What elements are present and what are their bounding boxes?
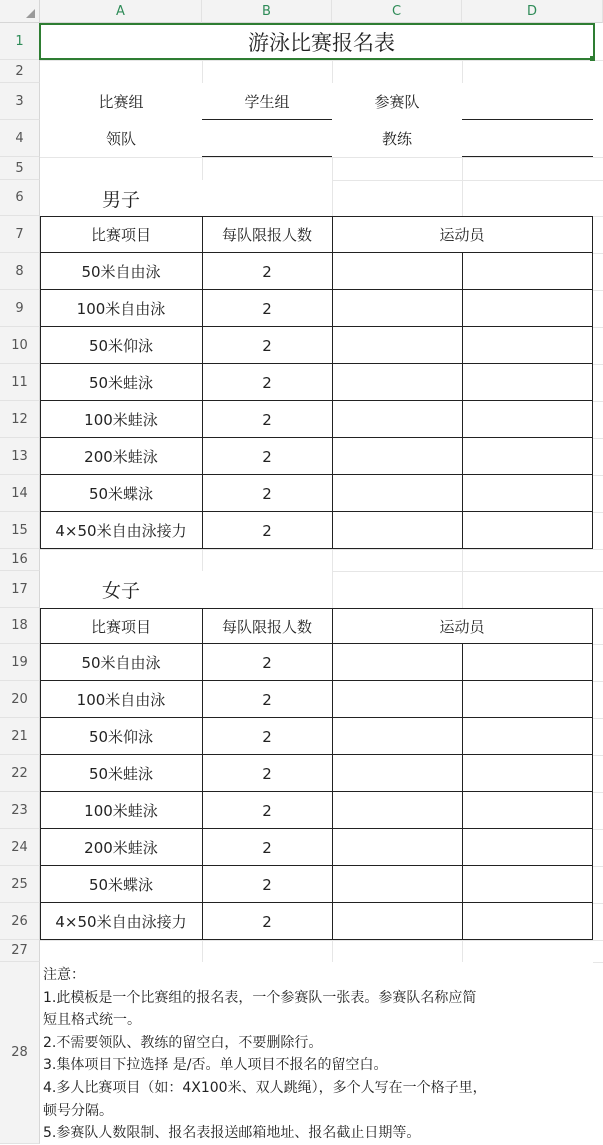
female-header-limit[interactable]: 每队限报人数 bbox=[221, 617, 312, 636]
female-event-limit[interactable]: 2 bbox=[262, 801, 272, 820]
note-line: 3.集体项目下拉选择 是/否。单人项目不报名的留空白。 bbox=[43, 1057, 388, 1074]
table-border bbox=[332, 216, 333, 549]
row-header-17[interactable]: 17 bbox=[0, 571, 40, 608]
male-event-limit[interactable]: 2 bbox=[262, 410, 272, 429]
row-header-22[interactable]: 22 bbox=[0, 755, 40, 792]
female-event-limit[interactable]: 2 bbox=[262, 727, 272, 746]
female-event-name[interactable]: 50米自由泳 bbox=[81, 654, 161, 672]
row-header-6[interactable]: 6 bbox=[0, 180, 40, 216]
table-border bbox=[40, 474, 593, 475]
row-header-27[interactable]: 27 bbox=[0, 940, 40, 962]
female-athlete-cell-2[interactable] bbox=[462, 755, 592, 792]
table-border bbox=[40, 828, 593, 829]
male-athlete-cell-1[interactable] bbox=[332, 512, 462, 549]
female-event-limit[interactable]: 2 bbox=[262, 764, 272, 783]
value-underline bbox=[462, 119, 593, 120]
female-event-name[interactable]: 200米蛙泳 bbox=[84, 839, 158, 857]
group-label[interactable]: 比赛组 bbox=[40, 83, 202, 120]
male-event-limit[interactable]: 2 bbox=[262, 521, 272, 540]
table-border bbox=[40, 216, 593, 217]
table-border bbox=[40, 437, 593, 438]
table-border bbox=[40, 289, 593, 290]
female-event-limit[interactable]: 2 bbox=[262, 653, 272, 672]
female-athlete-cell-1[interactable] bbox=[332, 829, 462, 866]
note-line: 顿号分隔。 bbox=[43, 1102, 113, 1119]
row-header-10[interactable]: 10 bbox=[0, 327, 40, 364]
table-border bbox=[202, 608, 203, 940]
value-underline bbox=[202, 119, 332, 120]
table-border bbox=[40, 363, 593, 364]
column-header-a[interactable]: A bbox=[40, 0, 202, 23]
value-underline bbox=[202, 156, 332, 157]
row-header-3[interactable]: 3 bbox=[0, 83, 40, 120]
male-athlete-cell-1[interactable] bbox=[332, 364, 462, 401]
table-border bbox=[40, 326, 593, 327]
female-athlete-cell-2[interactable] bbox=[462, 644, 592, 681]
row-header-13[interactable]: 13 bbox=[0, 438, 40, 475]
row-header-24[interactable]: 24 bbox=[0, 829, 40, 866]
male-event-name[interactable]: 100米自由泳 bbox=[76, 300, 166, 318]
column-header-d[interactable]: D bbox=[462, 0, 603, 23]
row-header-5[interactable]: 5 bbox=[0, 157, 40, 180]
female-header-event[interactable]: 比赛项目 bbox=[90, 617, 151, 636]
male-header-athletes[interactable]: 运动员 bbox=[439, 226, 485, 244]
row-header-7[interactable]: 7 bbox=[0, 216, 40, 253]
female-athlete-cell-1[interactable] bbox=[332, 903, 462, 940]
female-athlete-cell-1[interactable] bbox=[332, 718, 462, 755]
male-event-limit[interactable]: 2 bbox=[262, 447, 272, 466]
note-line: 4.多人比赛项目（如：4X100米、双人跳绳），多个人写在一个格子里， bbox=[43, 1079, 487, 1096]
team-label[interactable]: 参赛队 bbox=[332, 83, 462, 120]
table-border bbox=[40, 680, 593, 681]
table-border bbox=[40, 717, 593, 718]
male-athlete-cell-2[interactable] bbox=[462, 512, 592, 549]
row-header-12[interactable]: 12 bbox=[0, 401, 40, 438]
male-athlete-cell-1[interactable] bbox=[332, 327, 462, 364]
female-event-limit[interactable]: 2 bbox=[262, 690, 272, 709]
coach-value-cell[interactable] bbox=[462, 120, 603, 157]
male-event-limit[interactable]: 2 bbox=[262, 484, 272, 503]
table-border bbox=[462, 253, 463, 549]
male-event-name[interactable]: 4×50米自由泳接力 bbox=[55, 522, 187, 540]
row-header-16[interactable]: 16 bbox=[0, 549, 40, 571]
female-athlete-cell-1[interactable] bbox=[332, 681, 462, 718]
female-athlete-cell-2[interactable] bbox=[462, 903, 592, 940]
notes-cell[interactable] bbox=[40, 962, 593, 1144]
female-event-limit[interactable]: 2 bbox=[262, 875, 272, 894]
table-border bbox=[40, 902, 593, 903]
note-line: 5.参赛队人数限制、报名表报送邮箱地址、报名截止日期等。 bbox=[43, 1125, 421, 1142]
male-event-name[interactable]: 100米蛙泳 bbox=[84, 411, 158, 429]
table-border bbox=[462, 644, 463, 940]
table-border bbox=[40, 754, 593, 755]
gridline-horizontal bbox=[40, 549, 603, 550]
male-event-name[interactable]: 50米蛙泳 bbox=[88, 374, 154, 392]
table-border bbox=[40, 865, 593, 866]
male-athlete-cell-1[interactable] bbox=[332, 438, 462, 475]
gridline-horizontal bbox=[40, 157, 603, 158]
team-value-cell[interactable] bbox=[462, 83, 603, 120]
female-athlete-cell-1[interactable] bbox=[332, 792, 462, 829]
select-all-icon bbox=[26, 9, 35, 18]
female-event-name[interactable]: 4×50米自由泳接力 bbox=[55, 913, 187, 931]
male-event-name[interactable]: 50米仰泳 bbox=[88, 337, 154, 355]
row-header-25[interactable]: 25 bbox=[0, 866, 40, 903]
female-athlete-cell-2[interactable] bbox=[462, 792, 592, 829]
leader-value-cell[interactable] bbox=[202, 120, 332, 157]
row-header-19[interactable]: 19 bbox=[0, 644, 40, 681]
note-line: 1.此模板是一个比赛组的报名表，一个参赛队一张表。参赛队名称应简 bbox=[43, 989, 477, 1006]
female-athlete-cell-2[interactable] bbox=[462, 866, 592, 903]
row-header-26[interactable]: 26 bbox=[0, 903, 40, 940]
note-line: 2.不需要领队、教练的留空白，不要删除行。 bbox=[43, 1034, 323, 1051]
male-athlete-cell-1[interactable] bbox=[332, 253, 462, 290]
male-athlete-cell-2[interactable] bbox=[462, 327, 592, 364]
female-section-heading[interactable]: 女子 bbox=[40, 571, 332, 608]
table-border bbox=[40, 643, 593, 644]
female-athlete-cell-1[interactable] bbox=[332, 866, 462, 903]
row-header-14[interactable]: 14 bbox=[0, 475, 40, 512]
row-header-11[interactable]: 11 bbox=[0, 364, 40, 401]
table-border bbox=[592, 216, 593, 549]
table-border bbox=[592, 608, 593, 940]
female-athlete-cell-2[interactable] bbox=[462, 829, 592, 866]
male-section-heading[interactable]: 男子 bbox=[40, 180, 332, 216]
row-header-23[interactable]: 23 bbox=[0, 792, 40, 829]
male-event-limit[interactable]: 2 bbox=[262, 299, 272, 318]
title-cell[interactable]: 游泳比赛报名表 bbox=[40, 23, 603, 60]
female-event-name[interactable]: 50米仰泳 bbox=[88, 728, 154, 746]
row-header-4[interactable]: 4 bbox=[0, 120, 40, 157]
table-border bbox=[332, 608, 333, 940]
row-header-9[interactable]: 9 bbox=[0, 290, 40, 327]
value-underline bbox=[462, 156, 593, 157]
female-athlete-cell-1[interactable] bbox=[332, 644, 462, 681]
male-athlete-cell-1[interactable] bbox=[332, 401, 462, 438]
fill-handle[interactable] bbox=[590, 56, 595, 61]
row-header-28[interactable]: 28 bbox=[0, 962, 40, 1144]
row-header-1[interactable]: 1 bbox=[0, 23, 40, 60]
male-event-limit[interactable]: 2 bbox=[262, 373, 272, 392]
row-header-2[interactable]: 2 bbox=[0, 60, 40, 83]
female-event-limit[interactable]: 2 bbox=[262, 912, 272, 931]
column-header-c[interactable]: C bbox=[332, 0, 462, 23]
table-border bbox=[40, 252, 593, 253]
gridline-horizontal bbox=[40, 60, 603, 61]
note-line: 注意： bbox=[43, 967, 85, 983]
table-border bbox=[40, 548, 593, 549]
coach-label[interactable]: 教练 bbox=[332, 120, 462, 157]
note-line: 短且格式统一。 bbox=[43, 1012, 141, 1029]
female-event-name[interactable]: 50米蝶泳 bbox=[88, 876, 154, 894]
gridline-horizontal bbox=[40, 940, 603, 941]
male-athlete-cell-2[interactable] bbox=[462, 253, 592, 290]
table-border bbox=[202, 216, 203, 549]
male-athlete-cell-2[interactable] bbox=[462, 290, 592, 327]
table-border bbox=[40, 791, 593, 792]
male-athlete-cell-1[interactable] bbox=[332, 290, 462, 327]
male-athlete-cell-2[interactable] bbox=[462, 475, 592, 512]
female-event-limit[interactable]: 2 bbox=[262, 838, 272, 857]
table-border bbox=[40, 216, 41, 549]
leader-label[interactable]: 领队 bbox=[40, 120, 202, 157]
row-header-15[interactable]: 15 bbox=[0, 512, 40, 549]
female-event-name[interactable]: 100米蛙泳 bbox=[84, 802, 158, 820]
male-header-event[interactable]: 比赛项目 bbox=[90, 226, 151, 244]
male-event-name[interactable]: 50米自由泳 bbox=[81, 263, 161, 281]
group-value-cell[interactable]: 学生组 bbox=[202, 83, 332, 120]
male-athlete-cell-1[interactable] bbox=[332, 475, 462, 512]
male-athlete-cell-2[interactable] bbox=[462, 438, 592, 475]
table-border bbox=[40, 608, 593, 609]
female-athlete-cell-2[interactable] bbox=[462, 718, 592, 755]
table-border bbox=[40, 511, 593, 512]
male-event-limit[interactable]: 2 bbox=[262, 262, 272, 281]
table-border bbox=[40, 939, 593, 940]
female-athlete-cell-1[interactable] bbox=[332, 755, 462, 792]
male-athlete-cell-2[interactable] bbox=[462, 401, 592, 438]
select-all-corner[interactable] bbox=[0, 0, 40, 23]
table-border bbox=[40, 400, 593, 401]
male-event-name[interactable]: 50米蝶泳 bbox=[88, 485, 154, 503]
row-header-18[interactable]: 18 bbox=[0, 608, 40, 644]
row-header-8[interactable]: 8 bbox=[0, 253, 40, 290]
female-event-name[interactable]: 50米蛙泳 bbox=[88, 765, 154, 783]
active-cell-selection bbox=[39, 23, 595, 60]
column-header-b[interactable]: B bbox=[202, 0, 332, 23]
female-header-athletes[interactable]: 运动员 bbox=[439, 617, 485, 636]
row-header-20[interactable]: 20 bbox=[0, 681, 40, 718]
male-event-name[interactable]: 200米蛙泳 bbox=[84, 448, 158, 466]
female-athlete-cell-2[interactable] bbox=[462, 681, 592, 718]
female-event-name[interactable]: 100米自由泳 bbox=[76, 691, 166, 709]
male-athlete-cell-2[interactable] bbox=[462, 364, 592, 401]
table-border bbox=[40, 608, 41, 940]
male-header-limit[interactable]: 每队限报人数 bbox=[221, 226, 312, 244]
male-event-limit[interactable]: 2 bbox=[262, 336, 272, 355]
row-header-21[interactable]: 21 bbox=[0, 718, 40, 755]
